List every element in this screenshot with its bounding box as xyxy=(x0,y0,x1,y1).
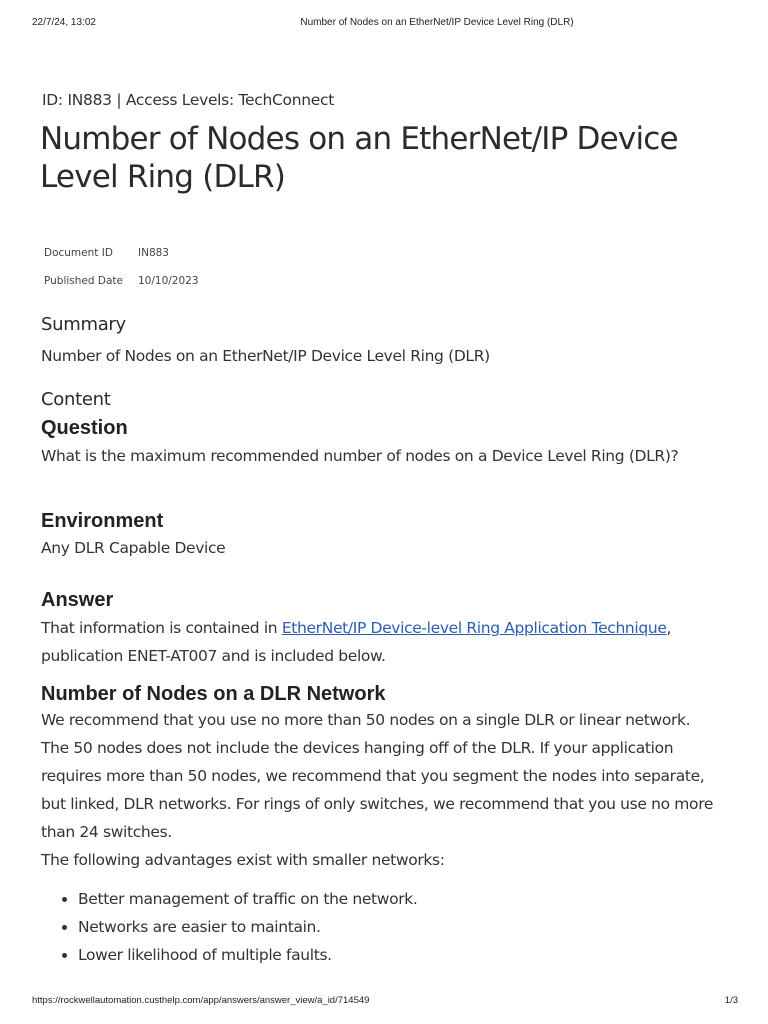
summary-heading: Summary xyxy=(41,314,126,335)
nodes-heading: Number of Nodes on a DLR Network xyxy=(41,683,386,705)
summary-text: Number of Nodes on an EtherNet/IP Device Level Ring (DLR) xyxy=(41,347,490,365)
print-datetime: 22/7/24, 13:02 xyxy=(32,17,96,28)
print-footer xyxy=(0,995,768,1009)
nodes-line: than 24 switches. xyxy=(41,823,172,841)
nodes-line: requires more than 50 nodes, we recommend that you segment the nodes into separate, xyxy=(41,767,705,785)
nodes-paragraph xyxy=(41,706,741,846)
nodes-line: but linked, DLR networks. For rings of only switches, we recommend that you use no more xyxy=(41,795,714,813)
answer-line-2: publication ENET-AT007 and is included below. xyxy=(41,647,386,665)
content-heading: Content xyxy=(41,389,111,410)
print-header xyxy=(0,17,768,31)
property-key: Document ID xyxy=(44,247,113,259)
question-heading: Question xyxy=(41,417,128,439)
print-url: https://rockwellautomation.custhelp.com/app/answers/answer_view/a_id/714549 xyxy=(32,995,370,1006)
nodes-line: The 50 nodes does not include the devices hanging off of the DLR. If your application xyxy=(41,739,674,757)
environment-text: Any DLR Capable Device xyxy=(41,539,226,557)
list-item: • Lower likelihood of multiple faults. xyxy=(78,941,417,969)
property-key: Published Date xyxy=(44,275,123,287)
answer-prefix: That information is contained in xyxy=(41,619,282,637)
property-value: IN883 xyxy=(138,247,169,259)
answer-suffix: , xyxy=(666,619,672,637)
property-row-published-date xyxy=(44,275,199,303)
print-page-title: Number of Nodes on an EtherNet/IP Device Level Ring (DLR) xyxy=(300,17,574,28)
advantages-list xyxy=(41,885,417,969)
nodes-line: We recommend that you use no more than 50 nodes on a single DLR or linear network. xyxy=(41,711,691,729)
document-properties xyxy=(44,247,199,303)
list-item: • Networks are easier to maintain. xyxy=(78,913,417,941)
advantages-intro: The following advantages exist with smaller networks: xyxy=(41,851,445,869)
document-meta-line: ID: IN883 | Access Levels: TechConnect xyxy=(42,91,335,109)
list-item: • Better management of traffic on the network. xyxy=(78,885,417,913)
question-text: What is the maximum recommended number of nodes on a Device Level Ring (DLR)? xyxy=(41,447,679,465)
page-number: 1/3 xyxy=(724,995,738,1006)
property-value: 10/10/2023 xyxy=(138,275,199,287)
answer-text xyxy=(41,614,741,670)
answer-heading: Answer xyxy=(41,589,114,611)
application-technique-link[interactable]: EtherNet/IP Device-level Ring Application Technique xyxy=(281,619,667,637)
environment-heading: Environment xyxy=(41,510,164,532)
page-title: Number of Nodes on an EtherNet/IP Device Level Ring (DLR) xyxy=(40,121,678,195)
property-row-document-id xyxy=(44,247,199,275)
